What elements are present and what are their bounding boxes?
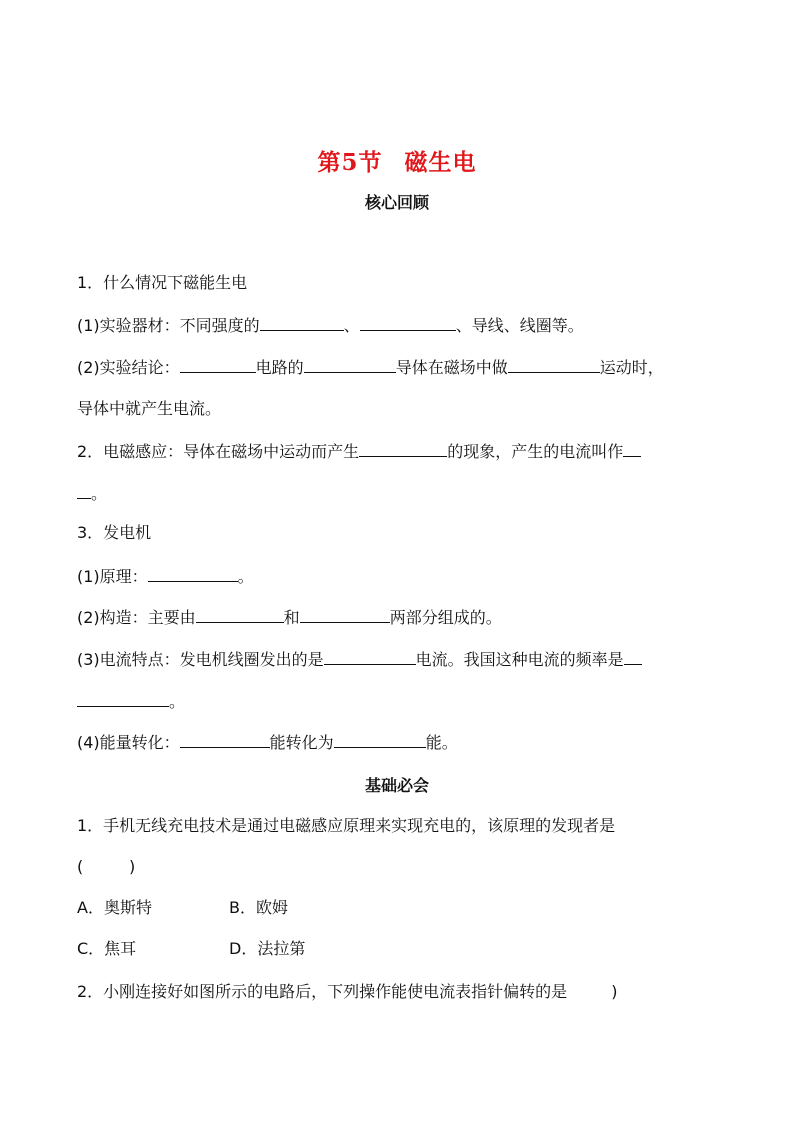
answer-blank[interactable]: [260, 314, 344, 331]
answer-blank[interactable]: [196, 606, 284, 623]
question-1-part-1: (1)实验器材：不同强度的 、 、导线、线圈等。: [77, 316, 584, 335]
page-title: 第5节 磁生电: [317, 149, 477, 176]
answer-blank[interactable]: [623, 440, 641, 457]
option-b[interactable]: B．欧姆: [229, 898, 288, 917]
question-3-part-3: (3)电流特点：发电机线圈发出的是 电流。我国这种电流的频率是: [77, 648, 642, 671]
answer-blank[interactable]: [359, 440, 447, 457]
exercise-1-answer-paren: ( ): [77, 857, 136, 876]
answer-blank[interactable]: [77, 690, 169, 707]
question-3-heading: 3．发电机: [77, 523, 152, 542]
exercise-1-stem: 1．手机无线充电技术是通过电磁感应原理来实现充电的，该原理的发现者是: [77, 816, 616, 835]
question-3-part-2: (2)构造：主要由 和 两部分组成的。: [77, 608, 502, 627]
option-c[interactable]: C．焦耳: [77, 939, 137, 958]
question-1-part-2-cont: 导体中就产生电流。: [77, 399, 222, 418]
section-heading-basics: 基础必会: [364, 776, 429, 795]
answer-blank[interactable]: [360, 314, 456, 331]
question-3-part-1: (1)原理： 。: [77, 567, 254, 586]
exercise-2-stem: 2．小刚连接好如图所示的电路后，下列操作能使电流表指针偏转的是 ): [77, 982, 618, 1001]
question-3-part-3-cont: 。: [77, 690, 185, 713]
exercise-1-options-cd: [77, 938, 305, 960]
exercise-1-options-ab: [77, 897, 288, 919]
question-1-heading: 1．什么情况下磁能生电: [77, 273, 248, 292]
answer-blank[interactable]: [180, 731, 270, 748]
option-d[interactable]: D．法拉第: [229, 939, 306, 958]
question-2: 2．电磁感应：导体在磁场中运动而产生 的现象，产生的电流叫作: [77, 440, 641, 463]
answer-blank[interactable]: [148, 565, 238, 582]
section-heading-core-review: 核心回顾: [364, 193, 429, 212]
answer-blank[interactable]: [77, 482, 91, 499]
answer-blank[interactable]: [300, 606, 390, 623]
answer-blank[interactable]: [624, 648, 642, 665]
answer-blank[interactable]: [180, 356, 256, 373]
question-1-part-2: (2)实验结论： 电路的 导体在磁场中做 运动时，: [77, 358, 664, 377]
answer-blank[interactable]: [304, 356, 396, 373]
answer-blank[interactable]: [508, 356, 600, 373]
answer-blank[interactable]: [334, 731, 426, 748]
option-a[interactable]: A．奥斯特: [77, 898, 152, 917]
question-3-part-4: (4)能量转化： 能转化为 能。: [77, 733, 458, 752]
question-2-cont: 。: [77, 482, 107, 505]
answer-blank[interactable]: [324, 648, 416, 665]
